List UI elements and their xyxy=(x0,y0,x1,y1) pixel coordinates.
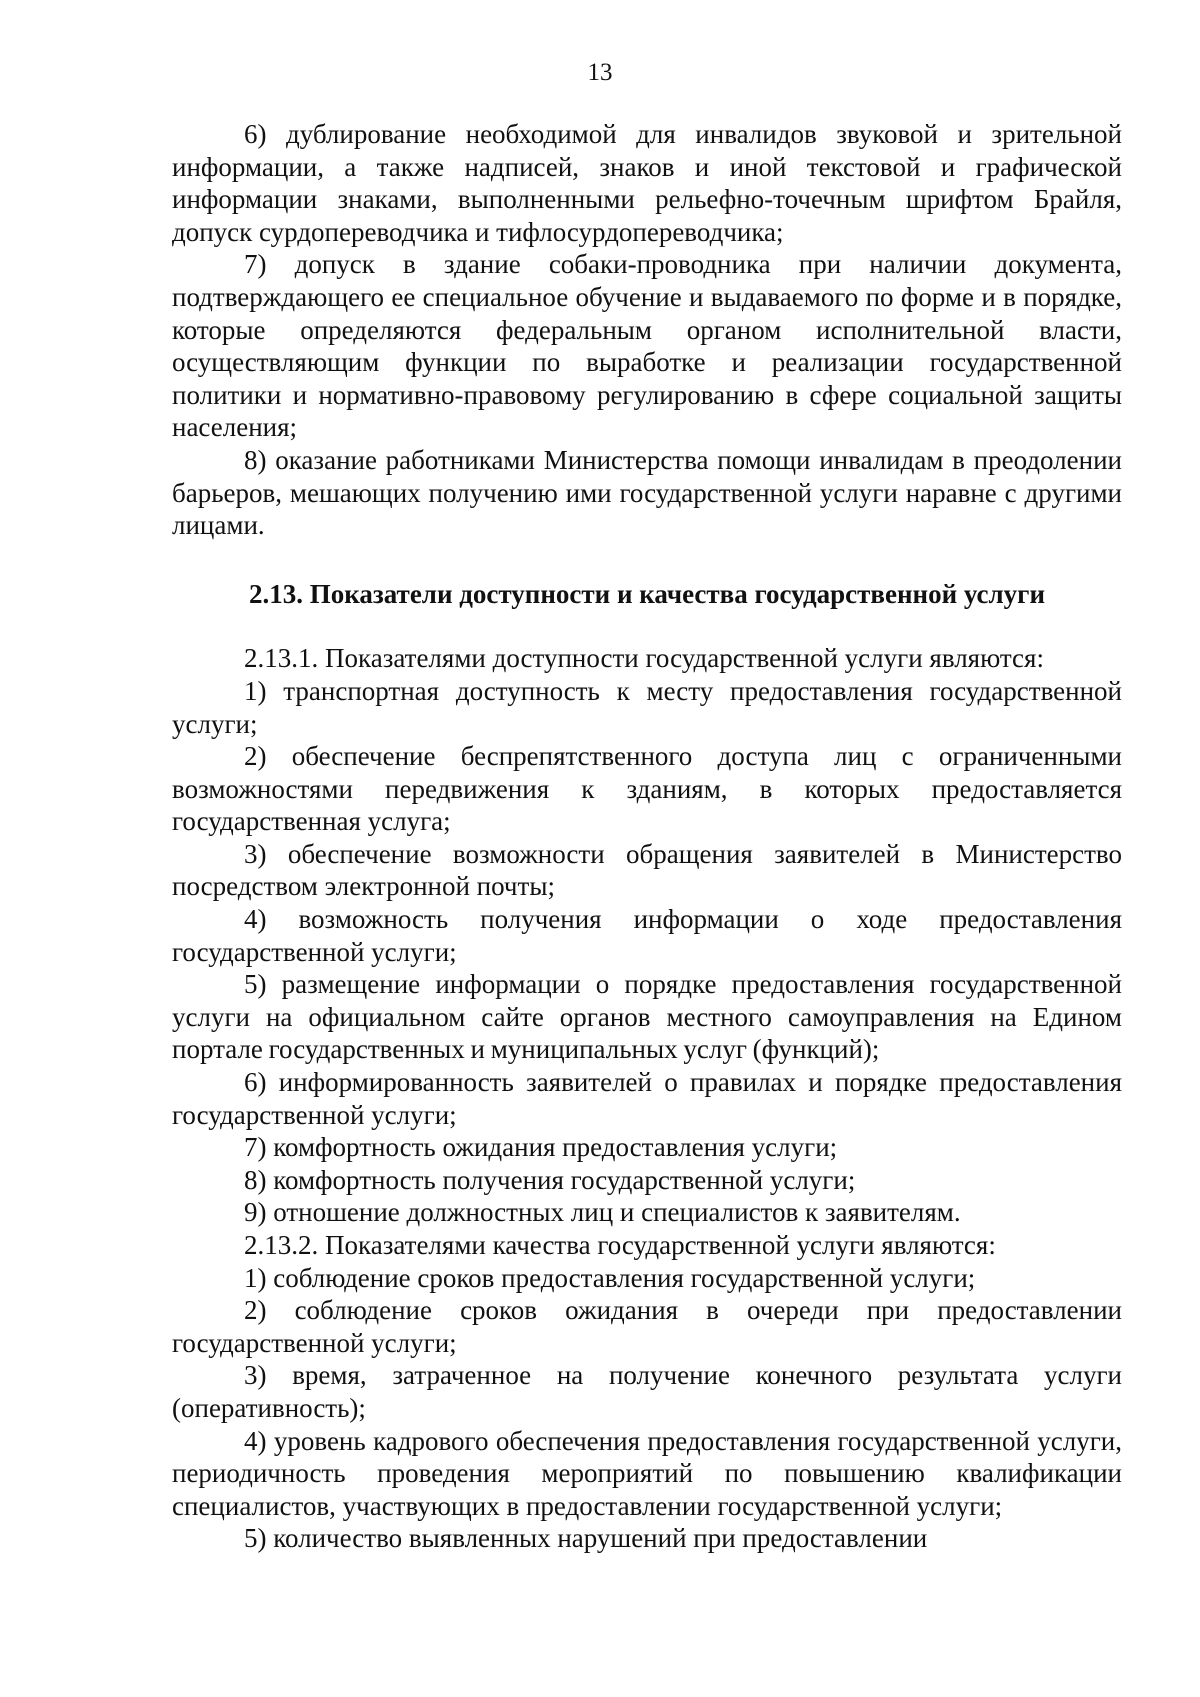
paragraph-quality-2: 2) соблюдение сроков ожидания в очереди при предоставлении государственной услуги; xyxy=(172,1295,1122,1358)
paragraph-item-6: 6) дублирование необходимой для инвалидов звуковой и зрительной информации, а также надписей, знаков и иной текстовой и графической информации знаками, выполненными рельефно-точечным шрифтом Брайля, допуск сурдопереводчика и тифлосурдопереводчика; xyxy=(172,119,1122,247)
paragraph-accessibility-1: 1) транспортная доступность к месту предоставления государственной услуги; xyxy=(172,675,1122,739)
paragraph-accessibility-2: 2) обеспечение беспрепятственного доступа лиц с ограниченными возможностями передвижения к зданиям, в которых предоставляется государственная услуга; xyxy=(172,741,1122,837)
paragraph-quality-4: 4) уровень кадрового обеспечения предоставления государственной услуги, периодичность проведения мероприятий по повышению квалификации специалистов, участвующих в предоставлении государственной услуги; xyxy=(172,1425,1122,1521)
paragraph-accessibility-5: 5) размещение информации о порядке предоставления государственной услуги на официальном сайте органов местного самоуправления на Едином портале государственных и муниципальных услуг (функций); xyxy=(172,969,1122,1065)
document-body xyxy=(172,118,1122,1555)
paragraph-accessibility-6: 6) информированность заявителей о правилах и порядке предоставления государственной услуги; xyxy=(172,1067,1122,1130)
paragraph-item-8: 8) оказание работниками Министерства помощи инвалидам в преодолении барьеров, мешающих получению ими государственной услуги наравне с другими лицами. xyxy=(172,444,1122,541)
paragraph-quality-3: 3) время, затраченное на получение конечного результата услуги (оперативность); xyxy=(172,1360,1122,1423)
paragraph-quality-1: 1) соблюдение сроков предоставления государственной услуги; xyxy=(244,1262,976,1293)
paragraph-accessibility-9: 9) отношение должностных лиц и специалистов к заявителям. xyxy=(244,1197,961,1228)
section-heading: 2.13. Показатели доступности и качества государственной услуги xyxy=(249,578,1045,609)
paragraph-quality-5: 5) количество выявленных нарушений при предоставлении xyxy=(244,1523,928,1554)
paragraph-item-7: 7) допуск в здание собаки-проводника при наличии документа, подтверждающего ее специальное обучение и выдаваемого по форме и в порядке, которые определяются федеральным органом исполнительной власти, осуществляющим функции по выработке и реализации государственной политики и нормативно-правовому регулированию в сфере социальной защиты населения; xyxy=(172,249,1122,443)
paragraph-2-13-2: 2.13.2. Показателями качества государственной услуги являются: xyxy=(244,1230,996,1260)
page-number: 13 xyxy=(587,59,613,86)
paragraph-accessibility-4: 4) возможность получения информации о ходе предоставления государственной услуги; xyxy=(172,904,1122,967)
paragraph-2-13-1: 2.13.1. Показателями доступности государственной услуги являются: xyxy=(244,643,1044,674)
paragraph-accessibility-3: 3) обеспечение возможности обращения заявителей в Министерство посредством электронной почты; xyxy=(172,838,1122,902)
paragraph-accessibility-7: 7) комфортность ожидания предоставления услуги; xyxy=(244,1132,838,1163)
paragraph-accessibility-8: 8) комфортность получения государственной услуги; xyxy=(244,1164,856,1195)
